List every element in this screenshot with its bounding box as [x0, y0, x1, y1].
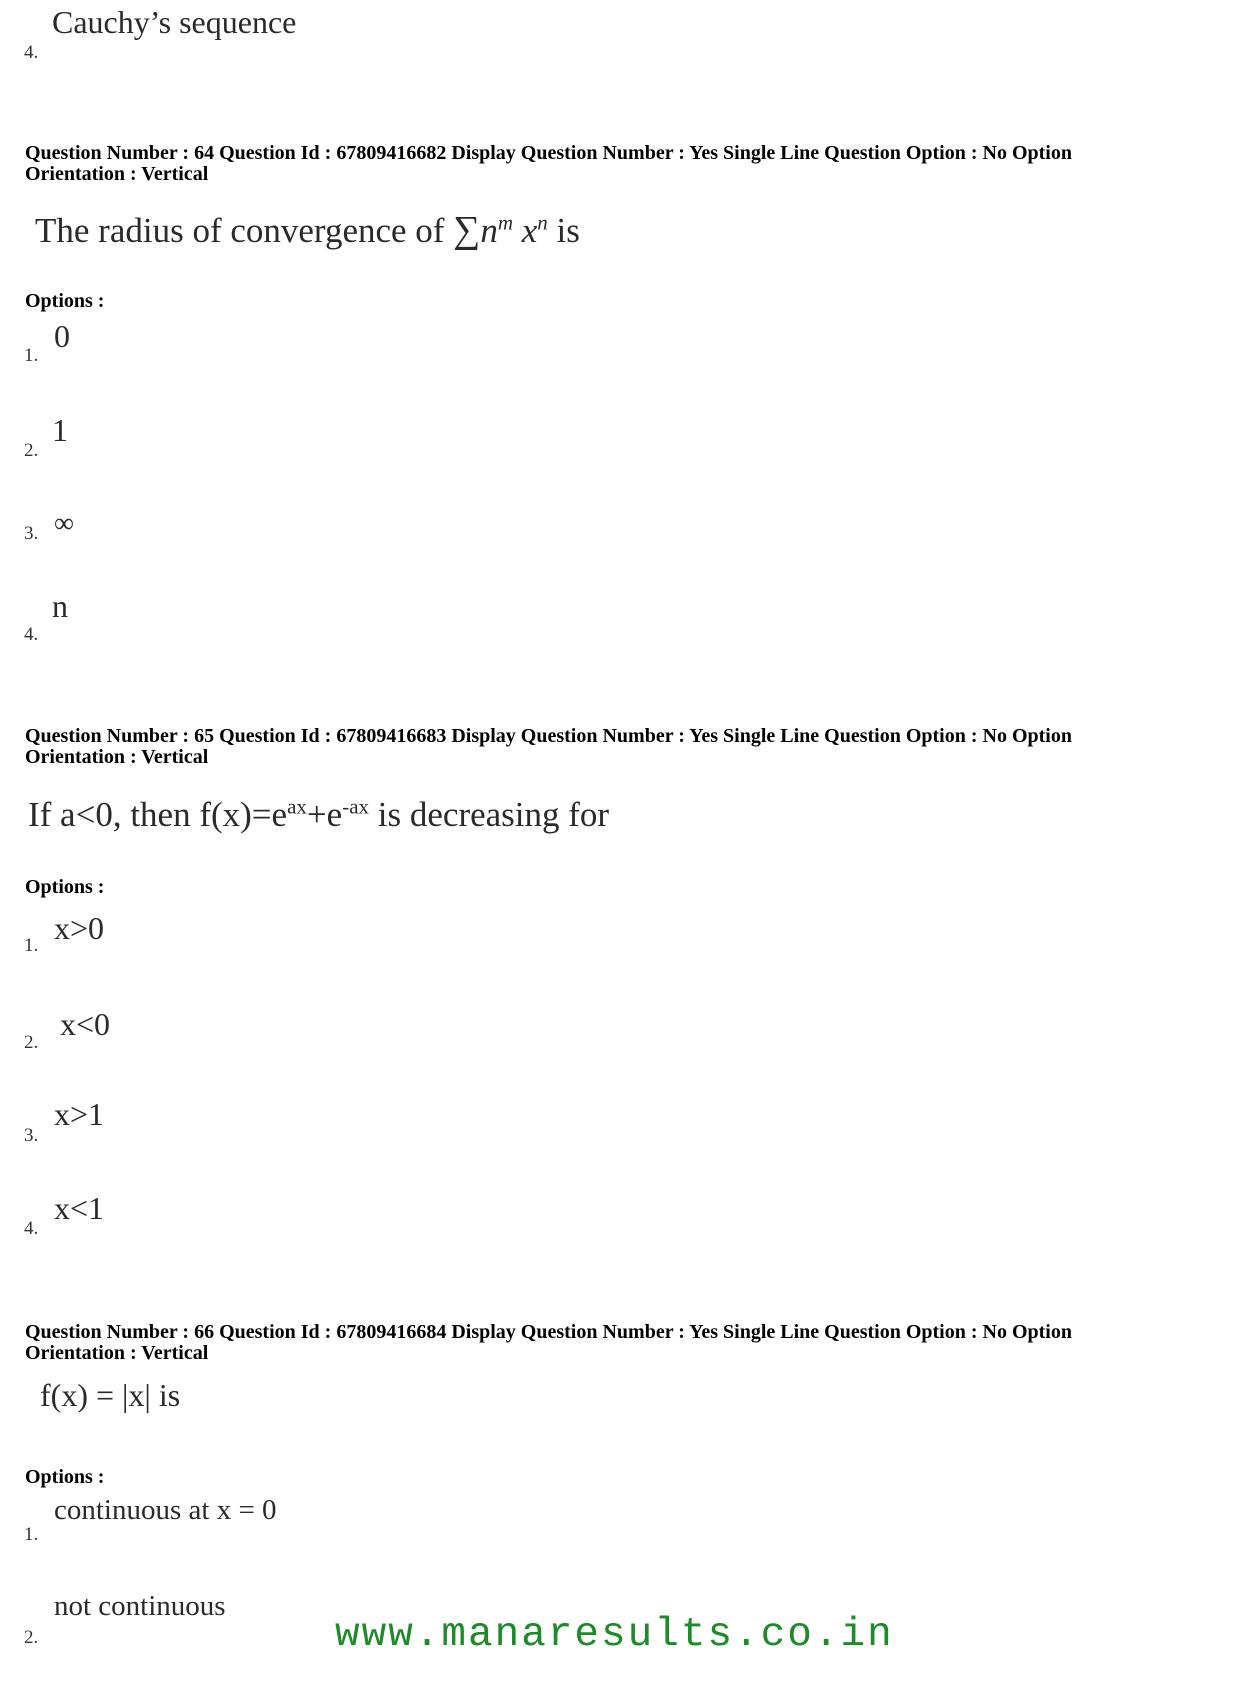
- watermark-url: www.manaresults.co.in: [335, 1612, 894, 1658]
- option-text: not continuous: [54, 1590, 226, 1622]
- question-meta: [25, 726, 1215, 768]
- option-text: Cauchy’s sequence: [52, 4, 297, 40]
- question-meta-line: Question Number : 66 Question Id : 67809416684 Display Question Number : Yes Single Line Question Option : No Option: [25, 1321, 1072, 1343]
- option-text: 1: [52, 412, 68, 448]
- option-number: 1.: [24, 935, 39, 956]
- option-number: 1.: [24, 1524, 39, 1545]
- option-number: 3.: [24, 523, 39, 544]
- option-number: 2.: [24, 1032, 39, 1053]
- question-meta-line: Orientation : Vertical: [25, 746, 209, 768]
- question-text: The radius of convergence of $\sum n^m$ $x^n$ is: [35, 209, 580, 251]
- option-text: n: [52, 588, 68, 624]
- option-number: 4.: [24, 624, 39, 645]
- option-number: 4.: [24, 1218, 39, 1239]
- options-label: Options :: [25, 1466, 105, 1488]
- option-number: 2.: [24, 440, 39, 461]
- option-number: 4.: [24, 42, 39, 63]
- option-text: x<0: [60, 1006, 111, 1042]
- option-text: continuous at x = 0: [54, 1494, 277, 1526]
- option-number: 2.: [24, 1627, 39, 1648]
- question-meta: [25, 143, 1215, 185]
- option-number: 3.: [24, 1125, 39, 1146]
- option-text: x>1: [54, 1096, 105, 1132]
- options-label: Options :: [25, 290, 105, 312]
- option-text: 0: [54, 318, 70, 354]
- option-text: ∞: [54, 508, 74, 539]
- options-label: Options :: [25, 876, 105, 898]
- question-text: f(x) = |x| is: [40, 1377, 181, 1413]
- option-number: 1.: [24, 345, 39, 366]
- question-meta-line: Orientation : Vertical: [25, 163, 209, 185]
- option-text: x>0: [54, 910, 105, 946]
- question-meta: [25, 1322, 1215, 1364]
- option-text: x<1: [54, 1190, 105, 1226]
- sigma-symbol: ∑: [453, 209, 481, 251]
- question-text: If a<0, then $f(x)=e^{ax}+e^{-ax}$ is decreasing for: [28, 794, 610, 834]
- question-meta-line: Question Number : 65 Question Id : 67809416683 Display Question Number : Yes Single Line Question Option : No Option: [25, 725, 1072, 747]
- question-meta-line: Orientation : Vertical: [25, 1342, 209, 1364]
- question-meta-line: Question Number : 64 Question Id : 67809416682 Display Question Number : Yes Single Line Question Option : No Option: [25, 142, 1072, 164]
